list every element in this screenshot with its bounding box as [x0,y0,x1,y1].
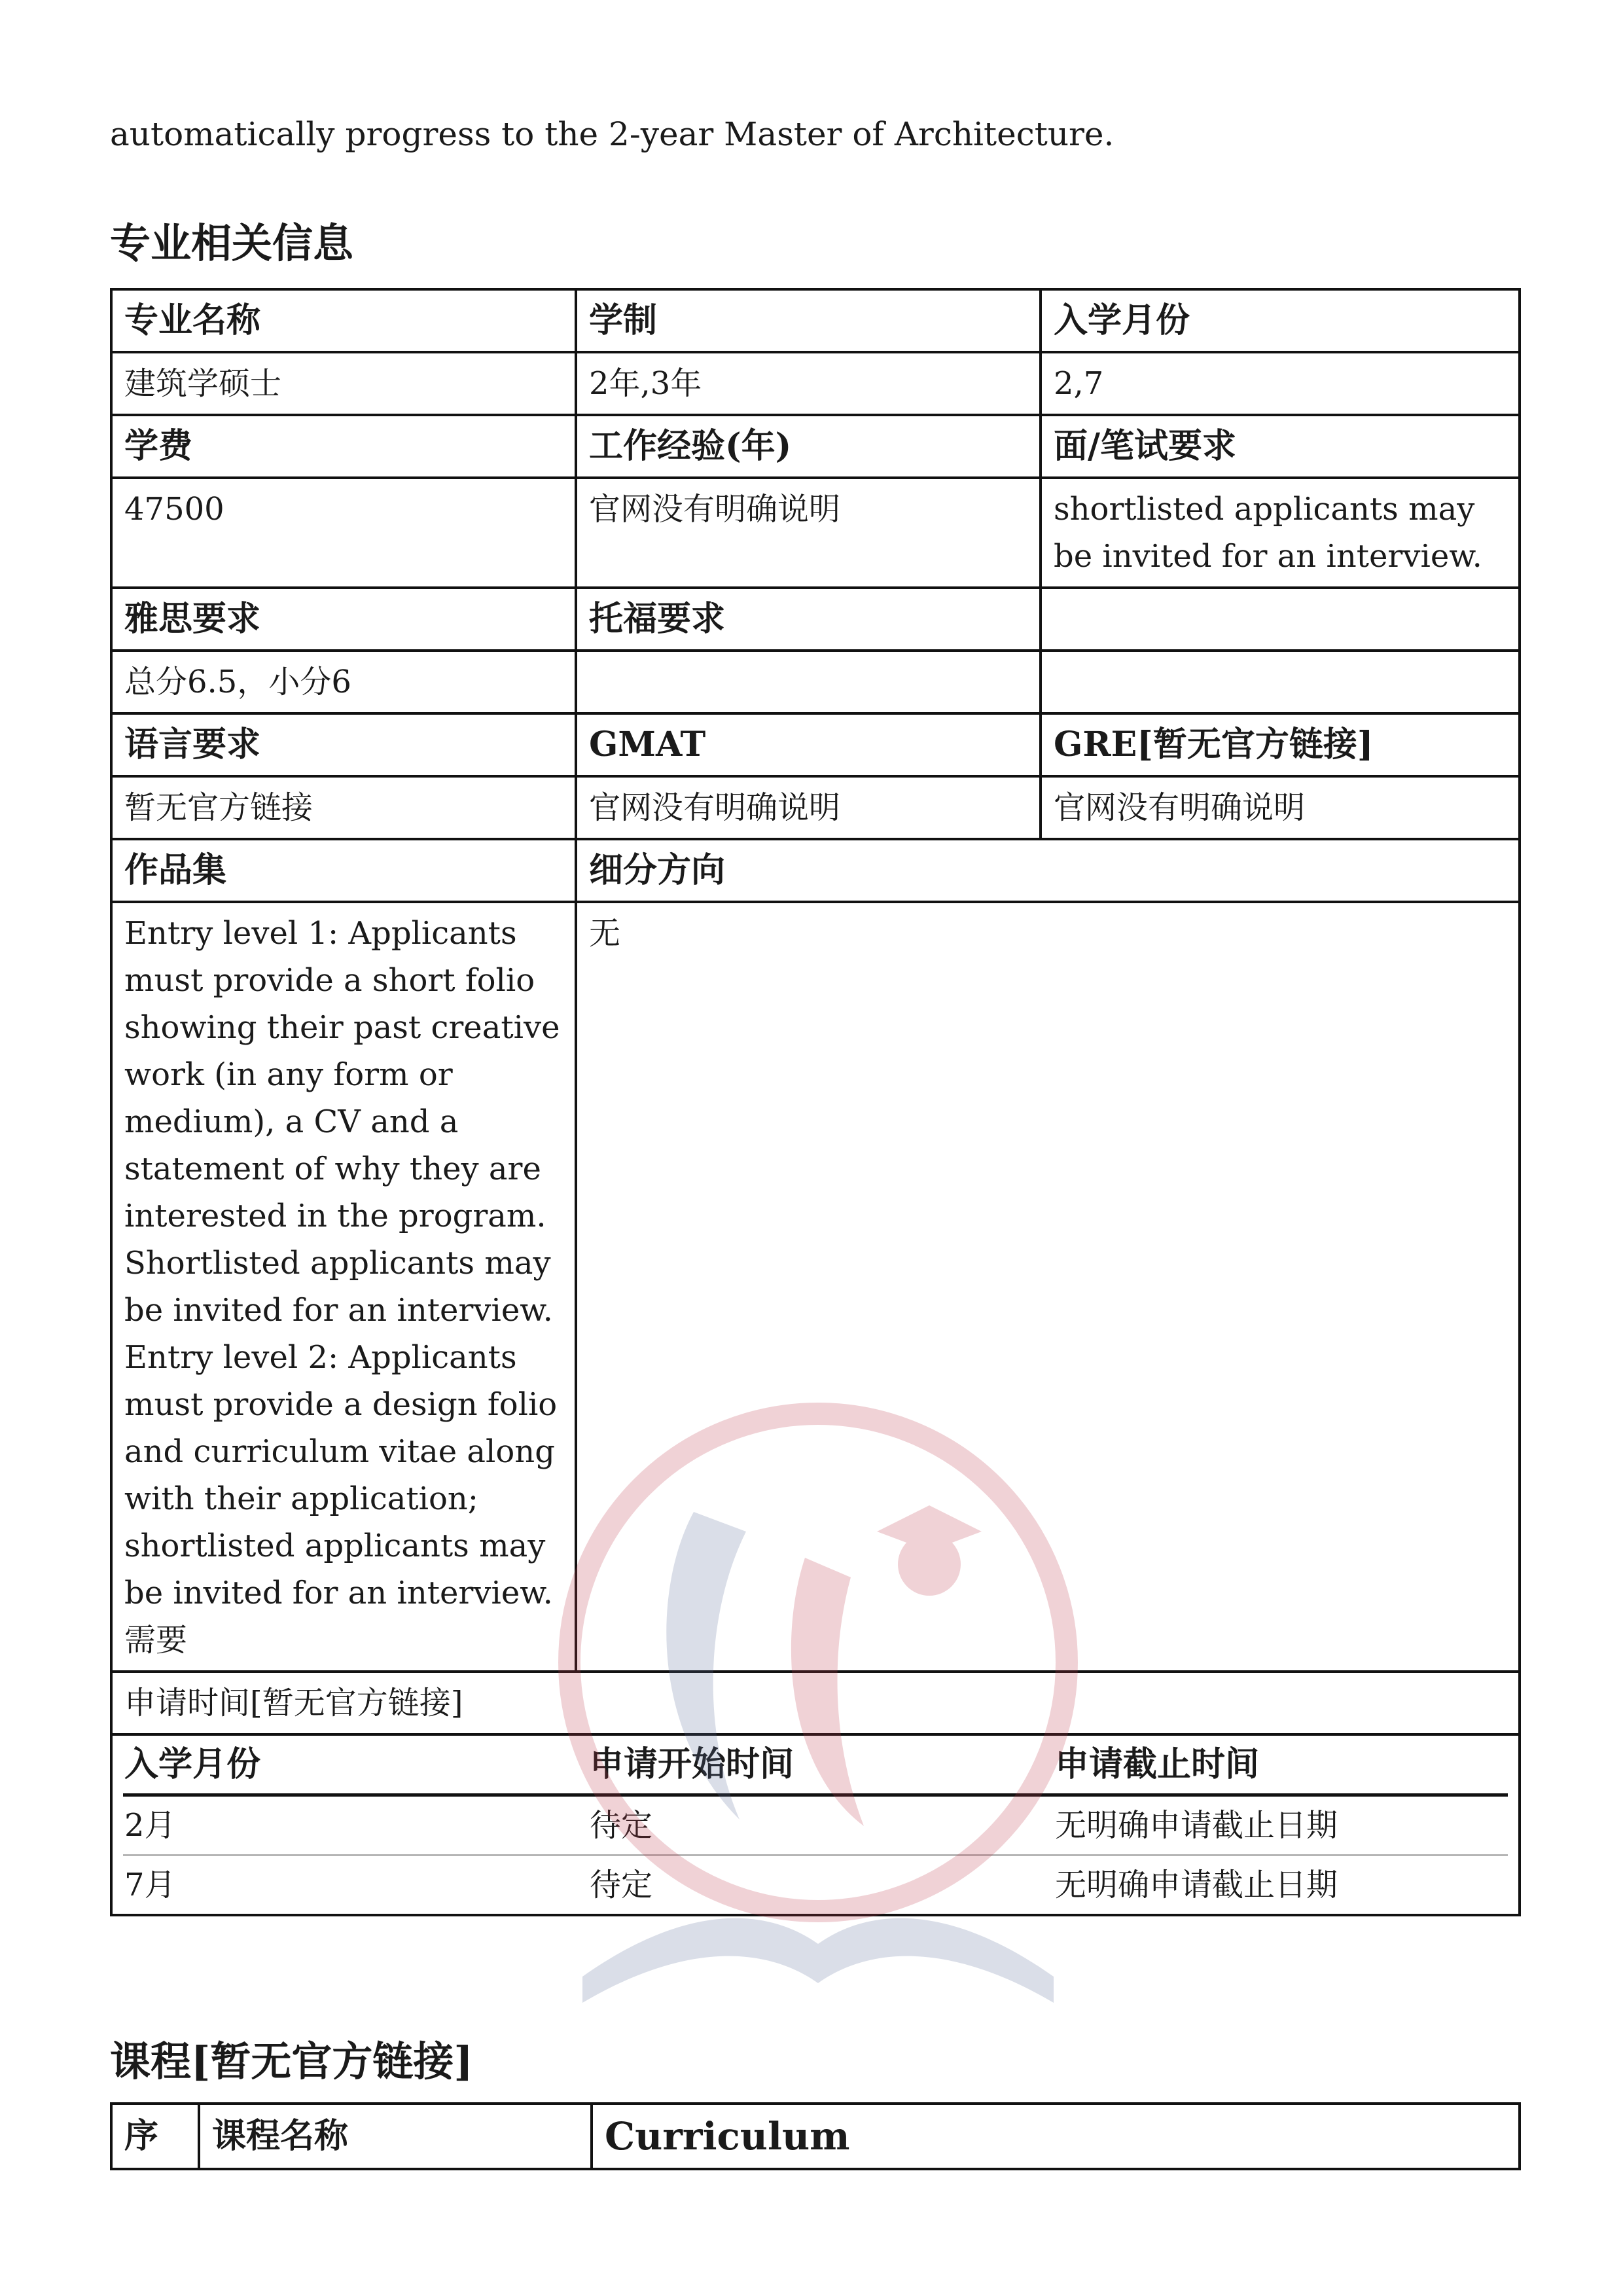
gmat-value: 官网没有明确说明 [576,776,1041,839]
dates-cell: 7月 [124,1867,176,1903]
table-row [111,776,1520,839]
table-row [111,588,1520,651]
specialization-label: 细分方向 [576,839,1520,902]
interview-label: 面/笔试要求 [1041,415,1520,478]
table-row [111,713,1520,776]
dates-cell: 待定 [589,1867,652,1903]
section-title-courses: 课程[暂无官方链接] [110,2037,473,2085]
language-value: 暂无官方链接 [111,776,576,839]
table-row [123,1856,1508,1914]
intake-month-label: 入学月份 [1041,289,1520,352]
specialization-value: 无 [576,902,1520,1672]
table-row [111,289,1520,352]
intro-text: automatically progress to the 2-year Master of Architecture. [110,115,1115,153]
gmat-label: GMAT [576,713,1041,776]
table-row [111,839,1520,902]
table-row [123,1795,1508,1856]
empty-cell [1041,588,1520,651]
tuition-value: 47500 [111,478,576,588]
dates-cell: 无明确申请截止日期 [1054,1867,1338,1903]
curriculum-label: Curriculum [592,2104,1520,2169]
empty-cell [1041,651,1520,713]
interview-value: shortlisted applicants may be invited for an interview. [1041,478,1520,588]
dates-cell: 2月 [123,1795,588,1856]
dates-header-intake: 入学月份 [123,1736,588,1795]
gre-label: GRE[暂无官方链接] [1041,713,1520,776]
dates-cell: 无明确申请截止日期 [1054,1795,1508,1856]
toefl-value [576,651,1041,713]
ielts-value: 总分6.5，小分6 [111,651,576,713]
course-table [110,2102,1521,2170]
dates-header-start: 申请开始时间 [588,1736,1054,1795]
ielts-label: 雅思要求 [111,588,576,651]
program-info-table [110,288,1521,1916]
table-header-row [123,1736,1508,1795]
section-title-program-info: 专业相关信息 [110,219,354,267]
table-row [111,1672,1520,1734]
application-time-label: 申请时间[暂无官方链接] [111,1672,1520,1734]
tuition-label: 学费 [111,415,576,478]
application-dates-cell [111,1734,1520,1915]
application-dates-table [123,1736,1508,1914]
language-label: 语言要求 [111,713,576,776]
table-row [111,902,1520,1672]
table-row [111,651,1520,713]
gre-value: 官网没有明确说明 [1041,776,1520,839]
course-index-label: 序 [111,2104,199,2169]
work-experience-value: 官网没有明确说明 [576,478,1041,588]
table-row [111,415,1520,478]
program-name-value: 建筑学硕士 [111,352,576,415]
dates-header-deadline: 申请截止时间 [1054,1736,1508,1795]
open-book-icon [582,1918,1054,2003]
table-header-row [111,2104,1520,2169]
work-experience-label: 工作经验(年) [576,415,1041,478]
program-name-label: 专业名称 [111,289,576,352]
table-row [111,352,1520,415]
intake-month-value: 2,7 [1041,352,1520,415]
portfolio-value: Entry level 1: Applicants must provide a short folio showing their past creative work (in any form or medium), a CV and a statement of why they are interested in the program. Shortlisted applicants may be invited for an interview. Entry level 2: Applicants must provide a design folio and curriculum vitae along with their application; shortlisted applicants may be invited for an interview. 需要 [111,902,576,1672]
portfolio-label: 作品集 [111,839,576,902]
toefl-label: 托福要求 [576,588,1041,651]
table-row [111,1734,1520,1915]
table-row [111,478,1520,588]
dates-cell: 待定 [588,1795,1054,1856]
course-name-label: 课程名称 [199,2104,592,2169]
duration-value: 2年,3年 [576,352,1041,415]
duration-label: 学制 [576,289,1041,352]
